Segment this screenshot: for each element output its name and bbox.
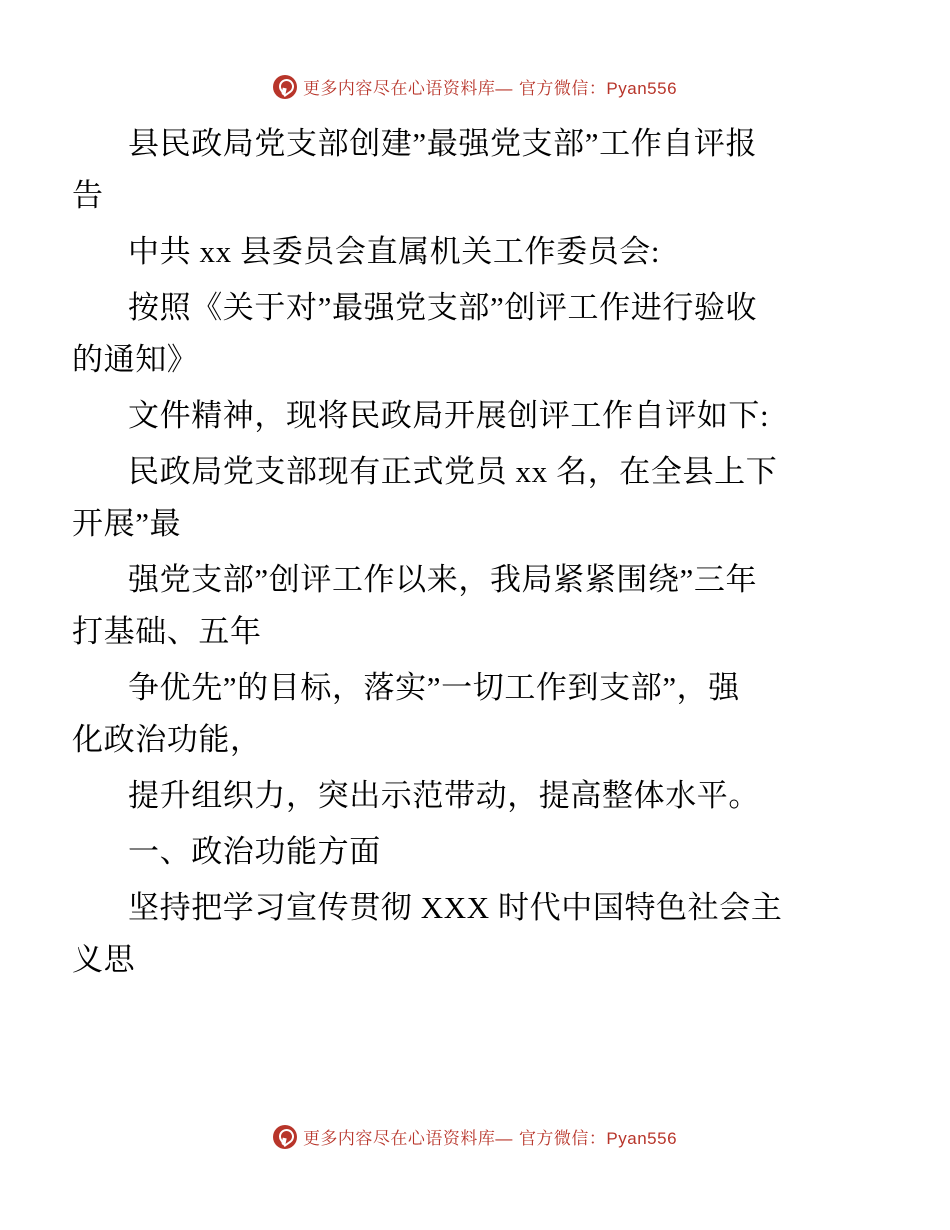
paragraph-section-one-body: [72, 882, 882, 986]
paragraph-goal-a: [72, 554, 882, 658]
watermark-sub-text: 官方微信：Pyan556: [518, 1129, 678, 1148]
line-text: 文件精神，现将民政局开展创评工作自评如下:: [128, 398, 770, 433]
paragraph-members: [72, 446, 882, 550]
line-text: 民政局党支部现有正式党员 xx 名，在全县上下: [128, 454, 778, 489]
paragraph-basis: [72, 282, 882, 386]
heart-logo-icon: [273, 75, 297, 99]
line-text: 一、政治功能方面: [128, 834, 381, 869]
line-text: 的通知》: [72, 342, 199, 377]
section-heading-one: [72, 826, 882, 878]
paragraph-intro: [72, 390, 882, 442]
line-text: 开展”最: [72, 506, 182, 541]
paragraph-goal-c: [72, 770, 882, 822]
line-text: 化政治功能，: [72, 722, 262, 757]
line-text: 告: [72, 178, 104, 213]
line-text: 义思: [72, 942, 136, 977]
document-text-body: [72, 118, 882, 990]
line-text: 争优先”的目标，落实”一切工作到支部”，强: [128, 670, 740, 705]
paragraph-title: [72, 118, 882, 222]
heart-logo-icon: [273, 1125, 297, 1149]
line-text: 强党支部”创评工作以来，我局紧紧围绕”三年: [128, 562, 758, 597]
paragraph-addressee: [72, 226, 882, 278]
line-text: 提升组织力，突出示范带动，提高整体水平。: [128, 778, 760, 813]
watermark-sub-text: 官方微信：Pyan556: [518, 79, 678, 98]
watermark-bottom: [0, 1124, 950, 1149]
line-text: 按照《关于对”最强党支部”创评工作进行验收: [128, 290, 758, 325]
paragraph-goal-b: [72, 662, 882, 766]
watermark-main-text: 更多内容尽在心语资料库—: [302, 1129, 513, 1148]
line-text: 中共 xx 县委员会直属机关工作委员会:: [128, 234, 661, 269]
line-text: 坚持把学习宣传贯彻 XXX 时代中国特色社会主: [128, 890, 783, 925]
line-text: 县民政局党支部创建”最强党支部”工作自评报: [128, 126, 758, 161]
watermark-top: [0, 74, 950, 99]
watermark-main-text: 更多内容尽在心语资料库—: [302, 79, 513, 98]
line-text: 打基础、五年: [72, 614, 262, 649]
